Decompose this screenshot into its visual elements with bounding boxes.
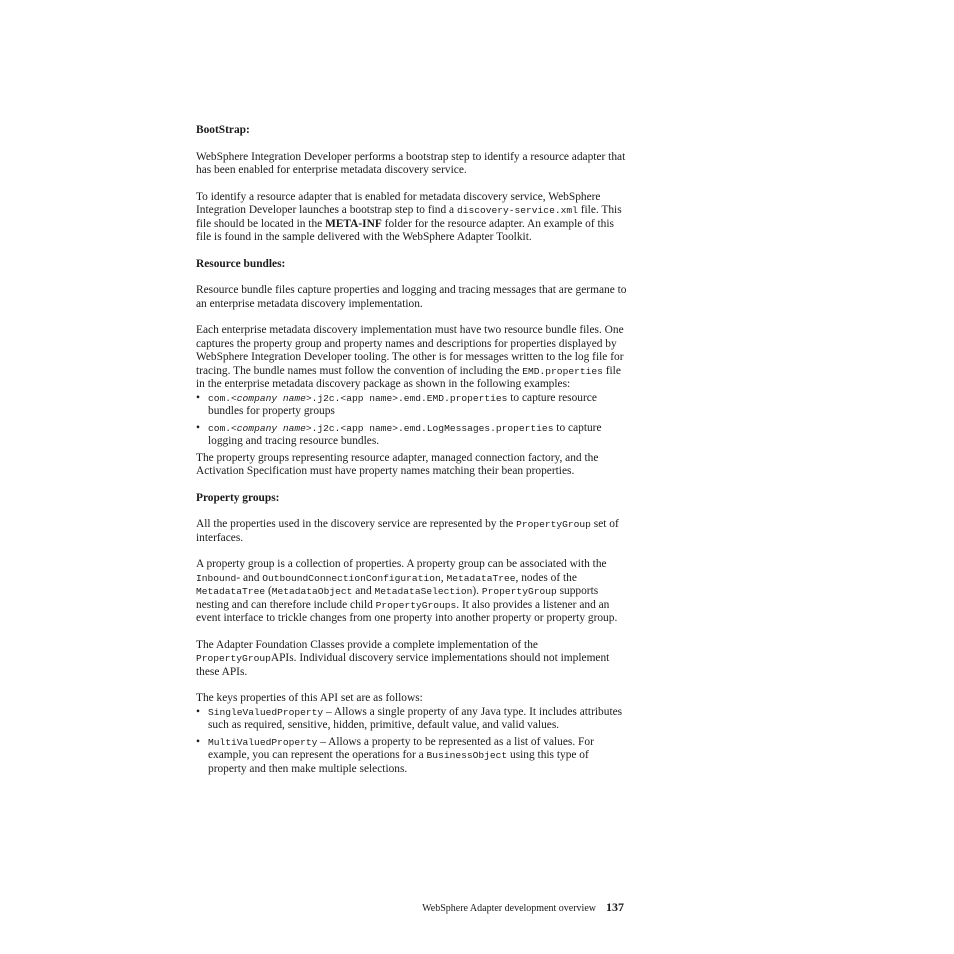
footer-title: WebSphere Adapter development overview xyxy=(422,903,596,914)
list-item: • SingleValuedProperty – Allows a single property of any Java type. It includes attributes such as required, sensitive, hidden, primitive, default value, and valid values. xyxy=(196,706,628,733)
page-footer xyxy=(196,900,624,915)
resource-bundle-examples-list xyxy=(196,392,628,449)
page-number: 137 xyxy=(606,900,624,914)
list-item: • MultiValuedProperty – Allows a property to be represented as a list of values. For example, you can represent the operations for a BusinessObject using this type of property and then make multiple selections. xyxy=(196,736,628,777)
resource-bundles-paragraph-2: Each enterprise metadata discovery implementation must have two resource bundle files. One captures the property group and property names and descriptions for properties displayed by WebSphere Integration Developer tooling. The other is for messages written to the log file for tracing. The bundle names must follow the convention of including the EMD.properties file in the enterprise metadata discovery package as shown in the following examples: xyxy=(196,324,624,390)
discovery-service-filename: discovery-service.xml xyxy=(456,205,578,216)
resource-bundles-heading: Resource bundles: xyxy=(196,257,286,270)
page-content xyxy=(196,124,628,779)
property-types-list xyxy=(196,706,628,777)
meta-inf-folder: META-INF xyxy=(325,217,382,230)
emd-properties-filename: EMD.properties xyxy=(522,365,603,377)
bootstrap-heading: BootStrap: xyxy=(196,124,250,136)
property-groups-paragraph-2: A property group is a collection of properties. A property group can be associated with the Inbound- and OutboundConnectionConfiguration, MetadataTree, nodes of the MetadataTree (MetadataObject and MetadataSelection). PropertyGroup supports nesting and can therefore include child PropertyGroups. It also provides a listener and an event interface to trickle changes from one property into another property or property group. xyxy=(196,558,618,624)
property-groups-heading: Property groups: xyxy=(196,491,280,504)
list-item: • com.<company name>.j2c.<app name>.emd.EMD.properties to capture resource bundles for property groups xyxy=(196,392,628,419)
property-groups-paragraph-3: The Adapter Foundation Classes provide a complete implementation of the PropertyGroupAPIs. Individual discovery service implementations should not implement these APIs. xyxy=(196,638,610,678)
list-item: • com.<company name>.j2c.<app name>.emd.LogMessages.properties to capture logging and tracing resource bundles. xyxy=(196,422,628,449)
property-groups-paragraph-1: All the properties used in the discovery service are represented by the PropertyGroup set of interfaces. xyxy=(196,518,619,544)
bootstrap-paragraph-2: To identify a resource adapter that is enabled for metadata discovery service, WebSphere Integration Developer launches a bootstrap step to find a discovery-service.xml file. This file should be located in the META-INF folder for the resource adapter. An example of this file is found in the sample delivered with the WebSphere Adapter Toolkit. xyxy=(196,190,622,243)
bootstrap-paragraph-1: WebSphere Integration Developer performs a bootstrap step to identify a resource adapter that has been enabled for enterprise metadata discovery service. xyxy=(196,150,626,176)
resource-bundles-paragraph-1: Resource bundle files capture properties and logging and tracing messages that are germane to an enterprise metadata discovery implementation. xyxy=(196,284,627,310)
property-groups-paragraph-4: The keys properties of this API set are as follows: xyxy=(196,692,423,704)
resource-bundles-paragraph-3: The property groups representing resource adapter, managed connection factory, and the Activation Specification must have property names matching their bean properties. xyxy=(196,451,599,477)
